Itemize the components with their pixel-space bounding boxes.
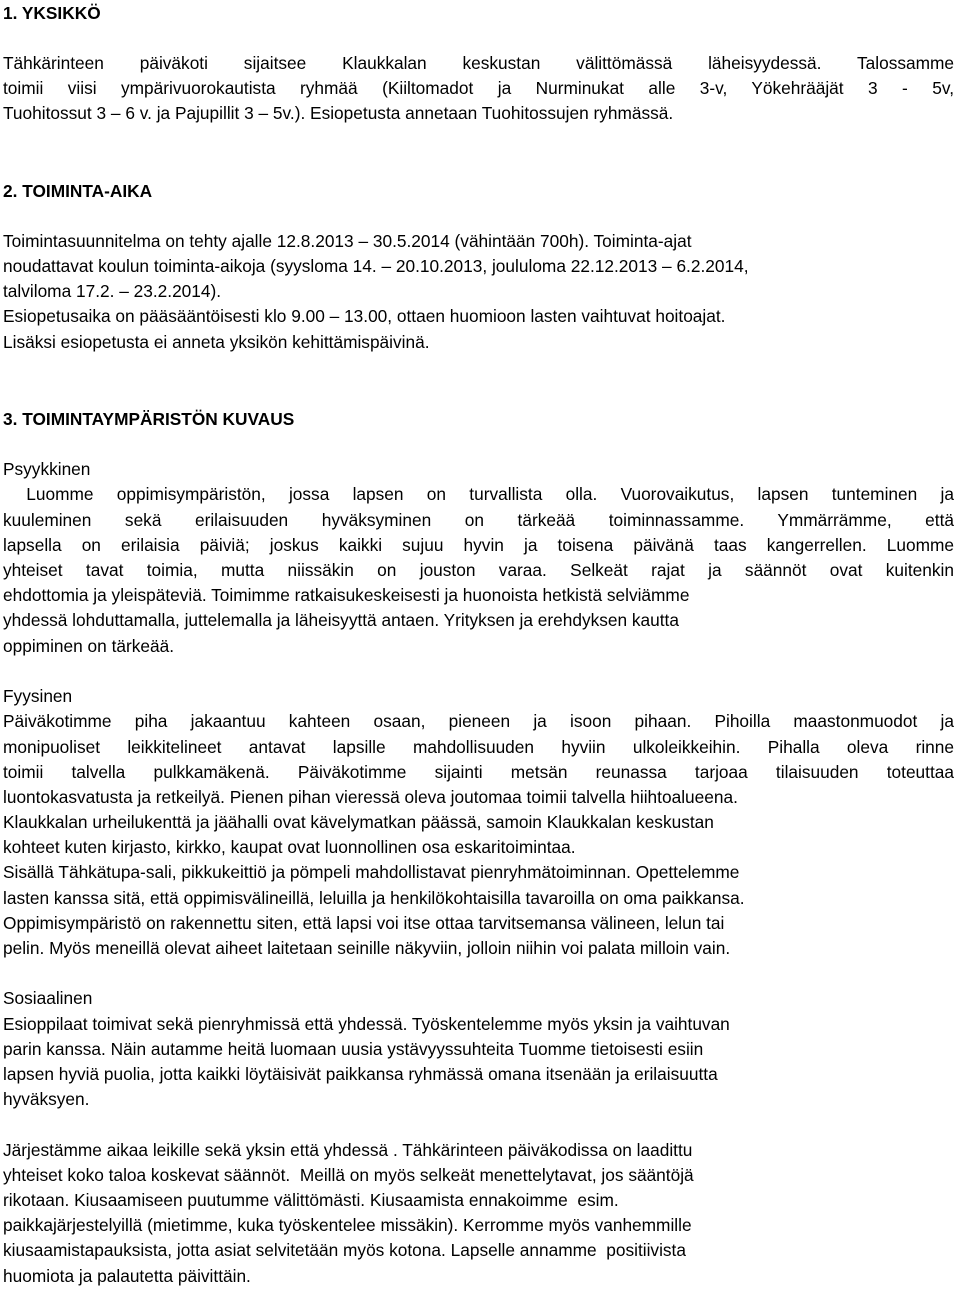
paragraph-line: Esiopetusaika on pääsääntöisesti klo 9.00 – 13.00, ottaen huomioon lasten vaihtuvat hoitoajat. bbox=[3, 306, 726, 326]
paragraph-line: toimii talvella pulkkamäkenä. Päiväkotimme sijainti metsän reunassa tarjoaa tilaisuuden toteuttaa bbox=[3, 762, 954, 782]
paragraph-line: Lisäksi esiopetusta ei anneta yksikön kehittämispäivinä. bbox=[3, 332, 430, 352]
paragraph-line: Tähkärinteen päiväkoti sijaitsee Klaukkalan keskustan välittömässä läheisyydessä. Talossamme bbox=[3, 53, 954, 73]
paragraph-line: pelin. Myös meneillä olevat aiheet laitetaan seinille näkyviin, jolloin niihin voi palata milloin vain. bbox=[3, 938, 731, 958]
paragraph-line: Esioppilaat toimivat sekä pienryhmissä että yhdessä. Työskentelemme myös yksin ja vaihtuvan bbox=[3, 1014, 730, 1034]
paragraph-line: Päiväkotimme piha jakaantuu kahteen osaan, pieneen ja isoon pihaan. Pihoilla maastonmuodot ja bbox=[3, 711, 954, 731]
paragraph-line: toimii viisi ympärivuorokautista ryhmää (Kiiltomadot ja Nurminukat alle 3-v, Yökehrääjät 3 - 5v, bbox=[3, 78, 954, 98]
paragraph-line: Oppimisympäristö on rakennettu siten, että lapsi voi itse ottaa tarvitsemansa välineen, lelun tai bbox=[3, 913, 725, 933]
paragraph-line: Luomme oppimisympäristön, jossa lapsen on turvallista olla. Vuorovaikutus, lapsen tunteminen ja bbox=[3, 484, 954, 504]
paragraph-line: lasten kanssa sitä, että oppimisvälineillä, leluilla ja henkilökohtaisilla tavaroilla on oma paikkansa. bbox=[3, 888, 745, 908]
paragraph-line: monipuoliset leikkitelineet antavat lapsille mahdollisuuden hyviin ulkoleikkeihin. Pihalla oleva rinne bbox=[3, 737, 954, 757]
paragraph-line: talviloma 17.2. – 23.2.2014). bbox=[3, 281, 222, 301]
paragraph-line: hyväksyen. bbox=[3, 1089, 90, 1109]
paragraph-line: luontokasvatusta ja retkeilyä. Pienen pihan vieressä oleva joutomaa toimii talvella hiihtoalueena. bbox=[3, 787, 738, 807]
section-heading-yksikko: 1. YKSIKKÖ bbox=[3, 3, 101, 23]
paragraph-line: rikotaan. Kiusaamiseen puutumme välittömästi. Kiusaamista ennakoimme esim. bbox=[3, 1190, 619, 1210]
subheading-sosiaalinen: Sosiaalinen bbox=[3, 988, 93, 1008]
paragraph-line: yhteiset tavat toimia, mutta niissäkin on jouston varaa. Selkeät rajat ja säännöt ovat kuitenkin bbox=[3, 560, 954, 580]
paragraph-line: lapsen hyviä puolia, jotta kaikki löytäisivät paikkansa ryhmässä omana itsenään ja erilaisuutta bbox=[3, 1064, 718, 1084]
subheading-psyykkinen: Psyykkinen bbox=[3, 459, 91, 479]
paragraph-line: Toimintasuunnitelma on tehty ajalle 12.8.2013 – 30.5.2014 (vähintään 700h). Toiminta-ajat bbox=[3, 231, 692, 251]
section-heading-toiminta-aika: 2. TOIMINTA-AIKA bbox=[3, 181, 153, 201]
paragraph-line: paikkajärjestelyillä (mietimme, kuka työskentelee missäkin). Kerromme myös vanhemmille bbox=[3, 1215, 692, 1235]
paragraph-line: oppiminen on tärkeää. bbox=[3, 636, 175, 656]
paragraph-line: yhdessä lohduttamalla, juttelemalla ja läheisyyttä antaen. Yrityksen ja erehdyksen kautta bbox=[3, 610, 679, 630]
section-heading-toimintaympariston-kuvaus: 3. TOIMINTAYMPÄRISTÖN KUVAUS bbox=[3, 409, 295, 429]
paragraph-line: lapsella on erilaisia päiviä; joskus kaikki sujuu hyvin ja toisena päivänä taas kangerrellen. Luomme bbox=[3, 535, 954, 555]
paragraph-line: kuuleminen sekä erilaisuuden hyväksyminen on tärkeää toiminnassamme. Ymmärrämme, että bbox=[3, 510, 954, 530]
paragraph-line: kohteet kuten kirjasto, kirkko, kaupat ovat luonnollinen osa eskaritoimintaa. bbox=[3, 837, 576, 857]
subheading-fyysinen: Fyysinen bbox=[3, 686, 73, 706]
paragraph-line: Sisällä Tähkätupa-sali, pikkukeittiö ja pömpeli mahdollistavat pienryhmätoiminnan. Opettelemme bbox=[3, 862, 740, 882]
paragraph-line: noudattavat koulun toiminta-aikoja (syysloma 14. – 20.10.2013, joululoma 22.12.2013 – 6.2.2014, bbox=[3, 256, 749, 276]
paragraph-line: kiusaamistapauksista, jotta asiat selvitetään myös kotona. Lapselle annamme positiivista bbox=[3, 1240, 686, 1260]
paragraph-line: Järjestämme aikaa leikille sekä yksin että yhdessä . Tähkärinteen päiväkodissa on laadittu bbox=[3, 1140, 693, 1160]
paragraph-line: Tuohitossut 3 – 6 v. ja Pajupillit 3 – 5v.). Esiopetusta annetaan Tuohitossujen ryhmässä. bbox=[3, 103, 674, 123]
paragraph-line: huomiota ja palautetta päivittäin. bbox=[3, 1266, 251, 1286]
paragraph-line: ehdottomia ja yleispäteviä. Toimimme ratkaisukeskeisesti ja huonoista hetkistä selviämme bbox=[3, 585, 690, 605]
paragraph-line: Klaukkalan urheilukenttä ja jäähalli ovat kävelymatkan päässä, samoin Klaukkalan keskustan bbox=[3, 812, 714, 832]
paragraph-line: yhteiset koko taloa koskevat säännöt. Meillä on myös selkeät menettelytavat, jos sääntöjä bbox=[3, 1165, 694, 1185]
paragraph-line: parin kanssa. Näin autamme heitä luomaan uusia ystävyyssuhteita Tuomme tietoisesti esiin bbox=[3, 1039, 704, 1059]
